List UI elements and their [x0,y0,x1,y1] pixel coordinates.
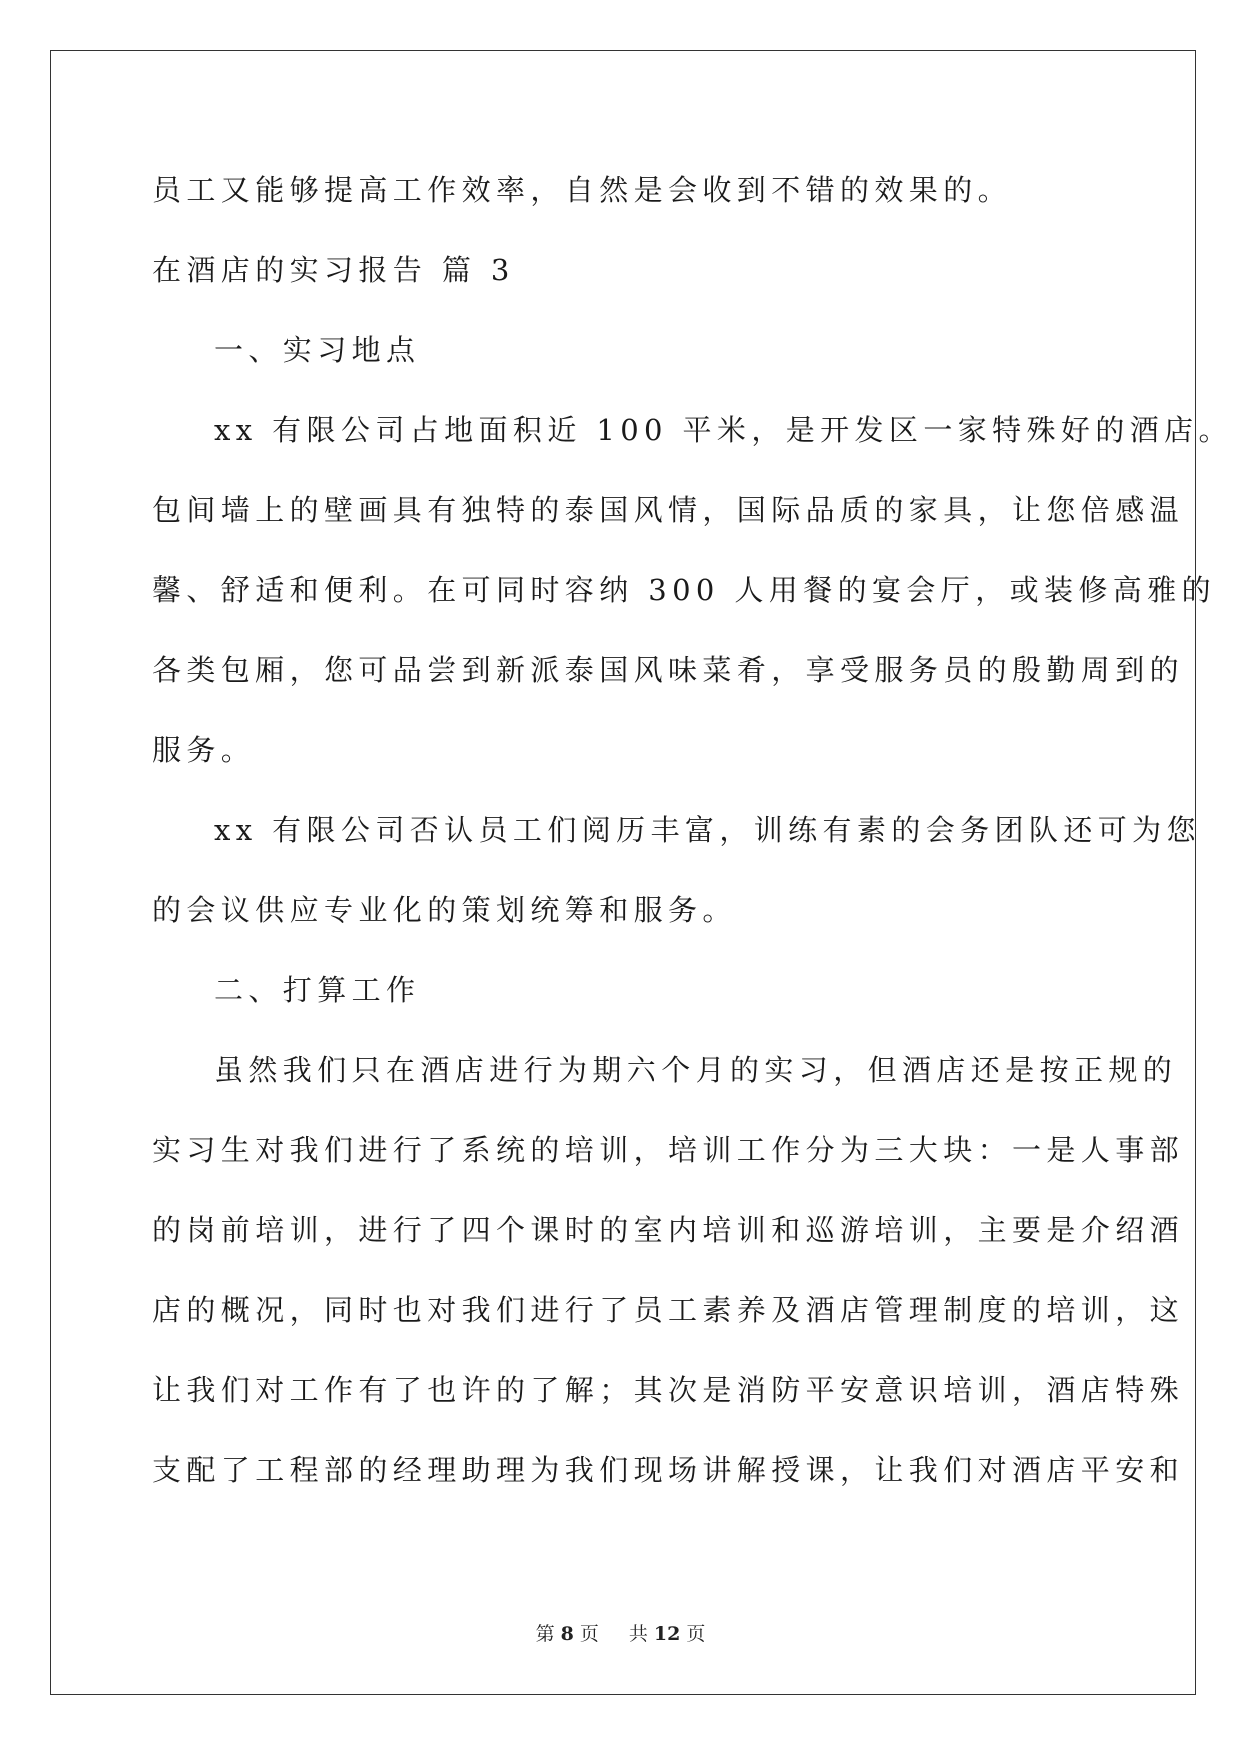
heading-preparation-work: 二、打算工作 [214,973,421,1007]
page-indicator [530,1623,605,1645]
text-line: 员工又能够提高工作效率，自然是会收到不错的效果的。 [152,173,1013,207]
text-line: 包间墙上的壁画具有独特的泰国风情，国际品质的家具，让您倍感温 [152,493,1185,527]
page-prefix: 第 [535,1623,555,1645]
total-suffix: 页 [686,1623,706,1645]
page-number: 8 [560,1623,574,1645]
document-body [152,164,1233,1524]
heading-internship-location: 一、实习地点 [214,333,421,367]
section-title: 在酒店的实习报告 篇 3 [152,253,515,287]
text-line: 的会议供应专业化的策划统筹和服务。 [152,893,737,927]
total-pages: 12 [653,1623,681,1645]
page-footer [0,1619,1241,1646]
text-line: 实习生对我们进行了系统的培训，培训工作分为三大块：一是人事部 [152,1133,1185,1167]
text-line: 虽然我们只在酒店进行为期六个月的实习，但酒店还是按正规的 [214,1053,1178,1087]
text-line: 服务。 [152,733,256,767]
total-indicator [623,1623,711,1645]
text-line: 的岗前培训，进行了四个课时的室内培训和巡游培训，主要是介绍酒 [152,1213,1185,1247]
text-line: 各类包厢，您可品尝到新派泰国风味菜肴，享受服务员的殷勤周到的 [152,653,1185,687]
text-line: 让我们对工作有了也许的了解；其次是消防平安意识培训，酒店特殊 [152,1373,1185,1407]
text-line: 店的概况，同时也对我们进行了员工素养及酒店管理制度的培训，这 [152,1293,1185,1327]
total-prefix: 共 [628,1623,648,1645]
page-suffix: 页 [579,1623,599,1645]
text-line: xx 有限公司占地面积近 100 平米，是开发区一家特殊好的酒店。 [214,413,1233,447]
text-line: xx 有限公司否认员工们阅历丰富，训练有素的会务团队还可为您 [214,813,1201,847]
text-line: 馨、舒适和便利。在可同时容纳 300 人用餐的宴会厅，或装修高雅的 [152,573,1216,607]
text-line: 支配了工程部的经理助理为我们现场讲解授课，让我们对酒店平安和 [152,1453,1185,1487]
